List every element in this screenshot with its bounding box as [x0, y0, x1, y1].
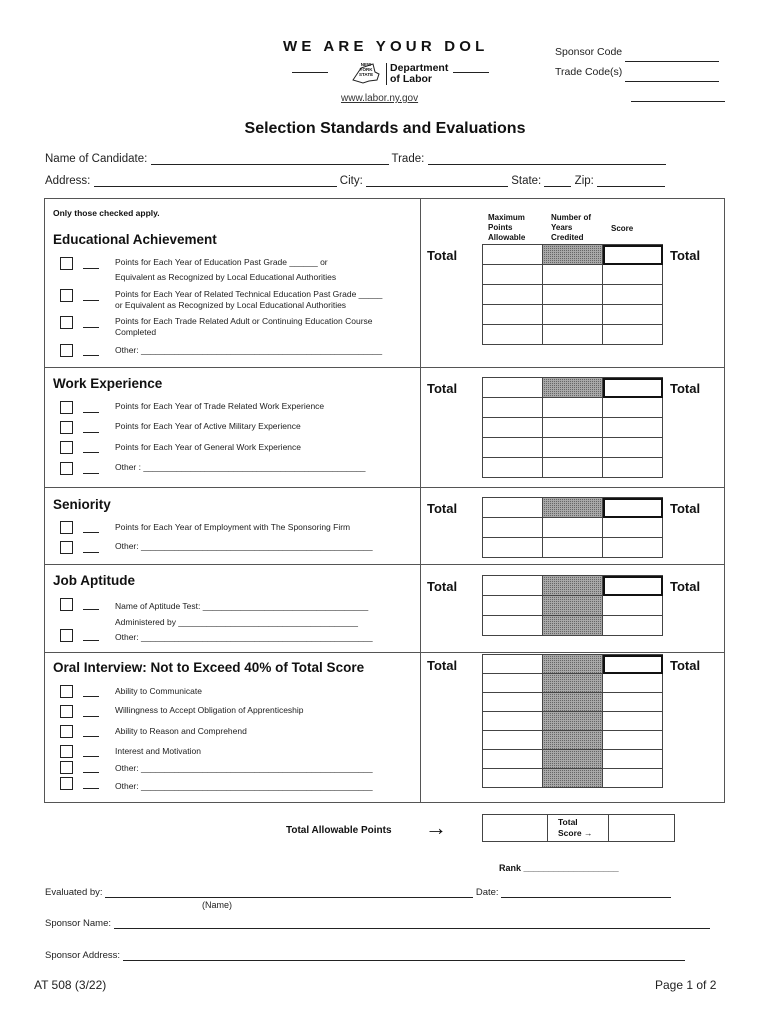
oral-years-shaded [543, 674, 603, 693]
seniority-score-total[interactable] [603, 498, 663, 518]
education-item-2: Points for Each Year of Related Technical Education Past Grade _____ [115, 289, 383, 299]
work-checkbox-1[interactable] [60, 401, 73, 414]
work-checkbox-2[interactable] [60, 421, 73, 434]
work-years-shaded [543, 378, 603, 398]
oral-max-cell[interactable] [483, 712, 543, 731]
sponsor-name-row [45, 918, 710, 929]
work-score-cell[interactable] [603, 458, 663, 478]
candidate-row-2 [45, 175, 665, 187]
oral-years-shaded [543, 731, 603, 750]
seniority-years-cell[interactable] [543, 538, 603, 558]
education-total-left: Total [427, 248, 458, 263]
sponsor-code-block [555, 42, 725, 102]
education-years-cell[interactable] [543, 265, 603, 285]
total-score-label: Total Score → [558, 817, 593, 838]
education-item-1b: Equivalent as Recognized by Local Educational Authorities [115, 272, 337, 282]
oral-item-other-2[interactable]: Other: _________________________________________________ [115, 781, 373, 791]
seniority-weight-blank-1[interactable] [83, 532, 99, 533]
sponsor-code-label: Sponsor Code [555, 46, 623, 58]
website-link[interactable]: www.labor.ny.gov [341, 93, 419, 104]
aptitude-heading: Job Aptitude [53, 573, 135, 588]
work-item-2: Points for Each Year of Active Military Experience [115, 421, 301, 431]
work-max-cell[interactable] [483, 438, 543, 458]
education-weight-blank-4[interactable] [83, 355, 99, 356]
oral-max-cell[interactable] [483, 731, 543, 750]
seniority-score-cell[interactable] [603, 518, 663, 538]
sponsor-name-field[interactable] [114, 928, 710, 929]
col-header-score: Score [611, 224, 634, 233]
zip-field[interactable] [597, 186, 665, 187]
education-max-cell[interactable] [483, 285, 543, 305]
oral-item-1: Ability to Communicate [115, 686, 202, 696]
education-checkbox-1[interactable] [60, 257, 73, 270]
oral-max-cell[interactable] [483, 693, 543, 712]
oral-checkbox-3[interactable] [60, 725, 73, 738]
oral-years-shaded [543, 769, 603, 788]
work-total-right: Total [670, 381, 701, 396]
total-score-field[interactable] [609, 815, 675, 842]
oral-total-left: Total [427, 658, 458, 673]
oral-heading: Oral Interview: Not to Exceed 40% of Total Score [53, 660, 365, 675]
sponsor-name-label: Sponsor Name: [45, 918, 112, 929]
col-header-max-points-text: Maximum Points Allowable [488, 213, 526, 242]
work-years-cell[interactable] [543, 438, 603, 458]
seniority-total-left: Total [427, 501, 458, 516]
aptitude-score-grid [482, 575, 663, 636]
seniority-item-1: Points for Each Year of Employment with The Sponsoring Firm [115, 522, 351, 532]
oral-checkbox-5[interactable] [60, 761, 73, 774]
total-score-label-cell [548, 815, 609, 842]
work-max-cell[interactable] [483, 458, 543, 478]
education-weight-blank-1[interactable] [83, 268, 99, 269]
education-item-3b: Completed [115, 327, 157, 337]
work-checkbox-3[interactable] [60, 441, 73, 454]
zip-label: Zip: [574, 175, 594, 187]
aptitude-total-right: Total [670, 579, 701, 594]
oral-total-right: Total [670, 658, 701, 673]
column-divider [420, 198, 421, 803]
education-max-cell[interactable] [483, 325, 543, 345]
trade-field[interactable] [428, 164, 666, 165]
education-checkbox-2[interactable] [60, 289, 73, 302]
work-score-cell[interactable] [603, 398, 663, 418]
oral-item-other-1[interactable]: Other: _________________________________________________ [115, 763, 373, 773]
seniority-max-total[interactable] [483, 498, 543, 518]
seniority-score-grid [482, 497, 663, 558]
education-weight-blank-2[interactable] [83, 300, 99, 301]
education-years-cell[interactable] [543, 305, 603, 325]
aptitude-total-left: Total [427, 579, 458, 594]
education-item-2b: or Equivalent as Recognized by Local Educational Authorities [115, 300, 347, 310]
education-item-1: Points for Each Year of Education Past Grade ______ or [115, 257, 328, 267]
education-years-cell[interactable] [543, 285, 603, 305]
page-number: Page 1 of 2 [655, 978, 717, 992]
oral-score-total[interactable] [603, 655, 663, 674]
aptitude-years-shaded [543, 616, 603, 636]
education-score-cell[interactable] [603, 305, 663, 325]
education-score-cell[interactable] [603, 325, 663, 345]
trade-label: Trade: [391, 153, 425, 165]
oral-checkbox-4[interactable] [60, 745, 73, 758]
page-title: Selection Standards and Evaluations [244, 120, 526, 137]
work-weight-blank-2[interactable] [83, 432, 99, 433]
education-item-3: Points for Each Trade Related Adult or Continuing Education Course [115, 316, 373, 326]
oral-checkbox-1[interactable] [60, 685, 73, 698]
summary-grid [482, 814, 675, 842]
oral-years-shaded [543, 655, 603, 674]
name-caption: (Name) [202, 900, 233, 910]
education-years-cell[interactable] [543, 325, 603, 345]
aptitude-checkbox-1[interactable] [60, 598, 73, 611]
oral-weight-blank-4[interactable] [83, 756, 99, 757]
col-header-years-text: Number of Years Credited [551, 213, 591, 242]
work-score-cell[interactable] [603, 418, 663, 438]
aptitude-weight-blank-2[interactable] [83, 640, 99, 641]
sponsor-address-field[interactable] [123, 960, 685, 961]
seniority-checkbox-2[interactable] [60, 541, 73, 554]
aptitude-item-other[interactable]: Other: _________________________________________________ [115, 632, 373, 642]
oral-max-total[interactable] [483, 655, 543, 674]
education-score-grid [482, 244, 663, 345]
oral-score-cell[interactable] [603, 750, 663, 769]
address-label: Address: [45, 175, 91, 187]
work-years-cell[interactable] [543, 418, 603, 438]
seniority-weight-blank-2[interactable] [83, 552, 99, 553]
oral-years-shaded [543, 712, 603, 731]
education-score-cell[interactable] [603, 285, 663, 305]
trade-code-field-2[interactable] [631, 101, 725, 102]
dept-line1: Department [390, 62, 449, 74]
work-item-3: Points for Each Year of General Work Experience [115, 442, 301, 452]
education-score-total[interactable] [603, 245, 663, 265]
aptitude-test-name[interactable]: Name of Aptitude Test: ___________________________________ [115, 601, 369, 611]
work-item-other[interactable]: Other : _______________________________________________ [115, 462, 366, 472]
seniority-heading: Seniority [53, 497, 111, 512]
oral-weight-blank-3[interactable] [83, 736, 99, 737]
aptitude-max-cell[interactable] [483, 616, 543, 636]
section-divider-2 [44, 487, 725, 488]
logo-rule-left [292, 72, 328, 73]
oral-score-cell[interactable] [603, 693, 663, 712]
education-max-cell[interactable] [483, 265, 543, 285]
section-divider-1 [44, 367, 725, 368]
work-years-cell[interactable] [543, 458, 603, 478]
oral-weight-blank-1[interactable] [83, 696, 99, 697]
work-score-grid [482, 377, 663, 478]
ny-state-logo-icon [339, 58, 383, 88]
oral-checkbox-6[interactable] [60, 777, 73, 790]
trade-codes-label: Trade Code(s) [555, 66, 623, 78]
aptitude-years-shaded [543, 576, 603, 596]
education-item-other[interactable]: Other: ___________________________________________________ [115, 345, 383, 355]
evaluated-by-row [45, 887, 671, 898]
oral-score-grid [482, 654, 663, 788]
aptitude-checkbox-2[interactable] [60, 629, 73, 642]
aptitude-administered-by[interactable]: Administered by ______________________________________ [115, 617, 358, 627]
work-weight-blank-3[interactable] [83, 452, 99, 453]
education-heading: Educational Achievement [53, 232, 217, 247]
sponsor-address-row [45, 950, 685, 961]
dept-line2: of Labor [390, 73, 432, 85]
seniority-max-cell[interactable] [483, 518, 543, 538]
oral-weight-blank-6[interactable] [83, 788, 99, 789]
work-years-cell[interactable] [543, 398, 603, 418]
work-max-cell[interactable] [483, 418, 543, 438]
seniority-years-cell[interactable] [543, 518, 603, 538]
education-score-cell[interactable] [603, 265, 663, 285]
section-divider-3 [44, 564, 725, 565]
candidate-row-1 [45, 153, 666, 165]
brand-slogan: WE ARE YOUR DOL [283, 38, 489, 55]
oral-max-cell[interactable] [483, 769, 543, 788]
evaluated-by-field[interactable] [105, 897, 473, 898]
education-max-total[interactable] [483, 245, 543, 265]
work-item-1: Points for Each Year of Trade Related Work Experience [115, 401, 325, 411]
work-score-cell[interactable] [603, 438, 663, 458]
aptitude-score-cell[interactable] [603, 616, 663, 636]
city-field[interactable] [366, 186, 508, 187]
seniority-checkbox-1[interactable] [60, 521, 73, 534]
oral-score-cell[interactable] [603, 674, 663, 693]
work-weight-blank-1[interactable] [83, 412, 99, 413]
evaluated-by-label: Evaluated by: [45, 887, 103, 898]
work-heading: Work Experience [53, 376, 163, 391]
oral-max-cell[interactable] [483, 674, 543, 693]
aptitude-score-total[interactable] [603, 576, 663, 596]
oral-score-cell[interactable] [603, 731, 663, 750]
seniority-score-cell[interactable] [603, 538, 663, 558]
oral-weight-blank-5[interactable] [83, 772, 99, 773]
seniority-total-right: Total [670, 501, 701, 516]
education-checkbox-4[interactable] [60, 344, 73, 357]
sponsor-address-label: Sponsor Address: [45, 950, 120, 961]
state-word-new: NEW [360, 62, 372, 67]
seniority-years-shaded [543, 498, 603, 518]
oral-years-shaded [543, 693, 603, 712]
date-field[interactable] [501, 897, 671, 898]
aptitude-score-cell[interactable] [603, 596, 663, 616]
address-field[interactable] [94, 186, 337, 187]
total-allowable-points-field[interactable] [483, 815, 548, 842]
state-label: State: [511, 175, 542, 187]
aptitude-years-shaded [543, 596, 603, 616]
work-score-total[interactable] [603, 378, 663, 398]
form-id: AT 508 (3/22) [34, 978, 107, 992]
education-weight-blank-3[interactable] [83, 327, 99, 328]
education-max-cell[interactable] [483, 305, 543, 325]
logo-rule-right [453, 72, 489, 73]
oral-max-cell[interactable] [483, 750, 543, 769]
city-label: City: [339, 175, 363, 187]
education-years-shaded [543, 245, 603, 265]
col-header-max-points [488, 213, 534, 243]
work-weight-blank-4[interactable] [83, 473, 99, 474]
education-checkbox-3[interactable] [60, 316, 73, 329]
oral-checkbox-2[interactable] [60, 705, 73, 718]
work-checkbox-4[interactable] [60, 462, 73, 475]
oral-item-2: Willingness to Accept Obligation of Apprenticeship [115, 705, 304, 715]
work-max-cell[interactable] [483, 398, 543, 418]
oral-score-cell[interactable] [603, 712, 663, 731]
aptitude-weight-blank-1[interactable] [83, 609, 99, 610]
name-label: Name of Candidate: [45, 153, 148, 165]
state-word-york: YORK [359, 67, 373, 72]
aptitude-max-cell[interactable] [483, 596, 543, 616]
date-label: Date: [475, 887, 499, 898]
education-total-right: Total [670, 248, 701, 263]
department-logo-text [386, 63, 448, 85]
state-word-state: STATE [359, 72, 374, 77]
candidate-name-field[interactable] [151, 164, 389, 165]
seniority-item-other[interactable]: Other: _________________________________________________ [115, 541, 373, 551]
col-header-years [551, 213, 595, 243]
seniority-max-cell[interactable] [483, 538, 543, 558]
oral-years-shaded [543, 750, 603, 769]
work-max-total[interactable] [483, 378, 543, 398]
rank-field[interactable]: Rank ___________________ [499, 863, 619, 873]
state-field[interactable] [544, 186, 571, 187]
oral-item-3: Ability to Reason and Comprehend [115, 726, 247, 736]
only-checked-note: Only those checked apply. [53, 208, 160, 218]
section-divider-4 [44, 652, 725, 653]
arrow-right-icon: → [425, 815, 447, 840]
oral-weight-blank-2[interactable] [83, 716, 99, 717]
oral-score-cell[interactable] [603, 769, 663, 788]
aptitude-max-total[interactable] [483, 576, 543, 596]
work-total-left: Total [427, 381, 458, 396]
oral-item-4: Interest and Motivation [115, 746, 201, 756]
total-allowable-points-label: Total Allowable Points [286, 825, 392, 836]
